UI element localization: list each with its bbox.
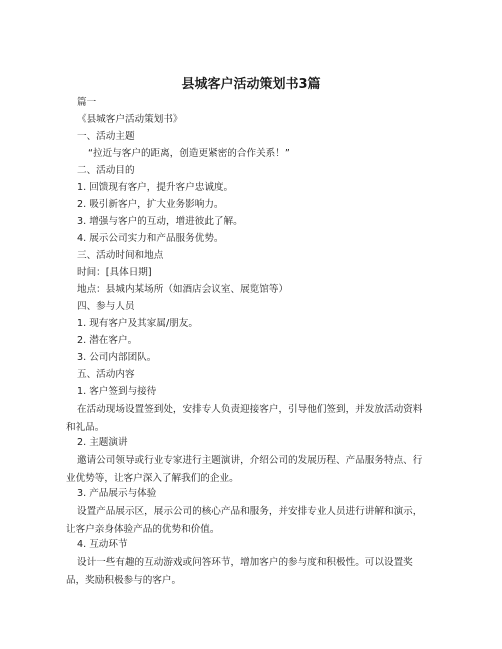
content-paragraph-2: 邀请公司领导或行业专家进行主题演讲，介绍公司的发展历程、产品服务特点、行业优势等，让客户深入了解我们的企业。 <box>66 455 423 484</box>
content-heading-3: 3. 产品展示与体验 <box>77 488 157 499</box>
content-paragraph-1: 在活动现场设置签到处，安排专人负责迎接客户，引导他们签到，并发放活动资料和礼品。 <box>66 404 423 433</box>
content-paragraph-4: 设计一些有趣的互动游戏或问答环节，增加客户的参与度和积极性。可以设置奖品，奖励积极参与的客户。 <box>66 557 413 586</box>
heading-participants: 四、参与人员 <box>77 301 135 312</box>
heading-time-place: 三、活动时间和地点 <box>77 250 164 261</box>
heading-theme: 一、活动主题 <box>77 131 135 142</box>
document-title: 县城客户活动策划书3篇 <box>181 77 321 92</box>
time-text: 时间：[具体日期] <box>77 267 152 278</box>
content-heading-1: 1. 客户签到与接待 <box>77 386 157 397</box>
purpose-item: 3. 增强与客户的互动，增进彼此了解。 <box>77 216 243 227</box>
participant-item: 1. 现有客户及其家属/朋友。 <box>77 318 198 329</box>
content-paragraph-3: 设置产品展示区，展示公司的核心产品和服务，并安排专业人员进行讲解和演示，让客户亲身体验产品的优势和价值。 <box>66 506 423 535</box>
heading-content: 五、活动内容 <box>77 369 135 380</box>
purpose-item: 4. 展示公司实力和产品服务优势。 <box>77 233 224 244</box>
heading-purpose: 二、活动目的 <box>77 165 135 176</box>
theme-text: “拉近与客户的距离，创造更紧密的合作关系！” <box>88 148 290 159</box>
participant-item: 2. 潜在客户。 <box>77 335 138 346</box>
section-label: 篇一 <box>77 97 97 108</box>
purpose-item: 1. 回馈现有客户，提升客户忠诚度。 <box>77 182 234 193</box>
content-heading-2: 2. 主题演讲 <box>77 437 128 448</box>
participant-item: 3. 公司内部团队。 <box>77 352 157 363</box>
doc-subtitle: 《县城客户活动策划书》 <box>77 114 183 125</box>
purpose-item: 2. 吸引新客户，扩大业务影响力。 <box>77 199 224 210</box>
content-heading-4: 4. 互动环节 <box>77 539 128 550</box>
place-text: 地点：县城内某场所（如酒店会议室、展览馆等） <box>77 284 289 295</box>
